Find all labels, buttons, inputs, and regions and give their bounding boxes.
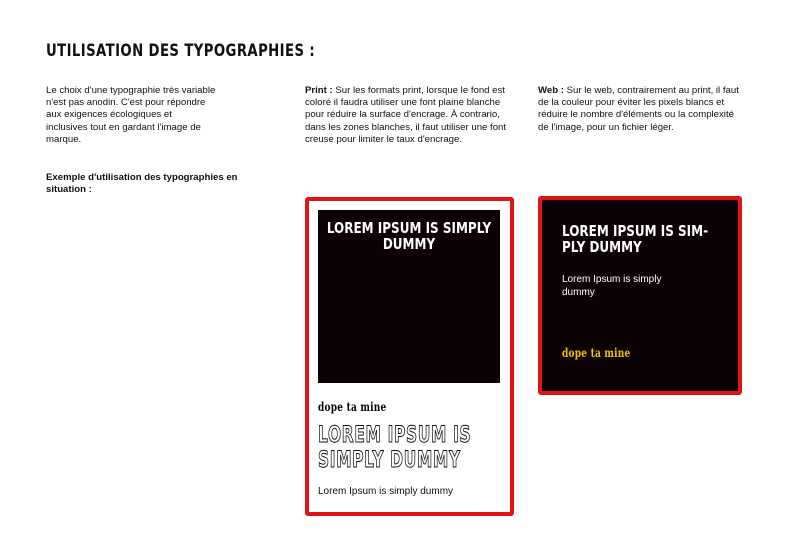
intro-paragraph: Le choix d'une typographie très variable n'est pas anodin. C'est pour répondre aux exigences écologiques et inclusives tout en gardant l'image de marque. (46, 85, 216, 145)
print-outline-headline: LOREM IPSUM IS SIMPLY DUMMY (318, 423, 472, 473)
web-label: Web : (538, 85, 564, 96)
print-label: Print : (305, 85, 333, 96)
web-body-text: Lorem Ipsum is simply dummy (562, 274, 662, 298)
print-dark-panel (318, 210, 500, 383)
web-paragraph (538, 85, 740, 134)
print-paragraph (305, 85, 510, 146)
print-headline: LOREM IPSUM IS SIMPLY DUMMY (326, 219, 492, 253)
example-label: Exemple d'utilisation des typographies en situation : (46, 172, 238, 196)
print-description: Sur les formats print, lorsque le fond est coloré il faudra utiliser une font plaine blanche pour réduire la surface d'encrage. À contrario, dans les zones blanches, il faut utiliser une font creuse pour limiter le taux d'encrage. (305, 85, 507, 145)
web-example-card (538, 196, 742, 395)
print-brand-logo: dope ta mine (318, 400, 387, 414)
print-body-text: Lorem Ipsum is simply dummy (318, 486, 454, 497)
web-headline: LOREM IPSUM IS SIM-PLY DUMMY (562, 222, 709, 256)
print-example-card (305, 197, 514, 516)
web-description: Sur le web, contrairement au print, il faut de la couleur pour éviter les pixels blancs et réduire le nombre d'éléments ou la complexité de l'image, pour un fichier léger. (538, 85, 739, 133)
web-brand-logo: dope ta mine (562, 346, 631, 360)
page-title: UTILISATION DES TYPOGRAPHIES : (46, 41, 316, 61)
